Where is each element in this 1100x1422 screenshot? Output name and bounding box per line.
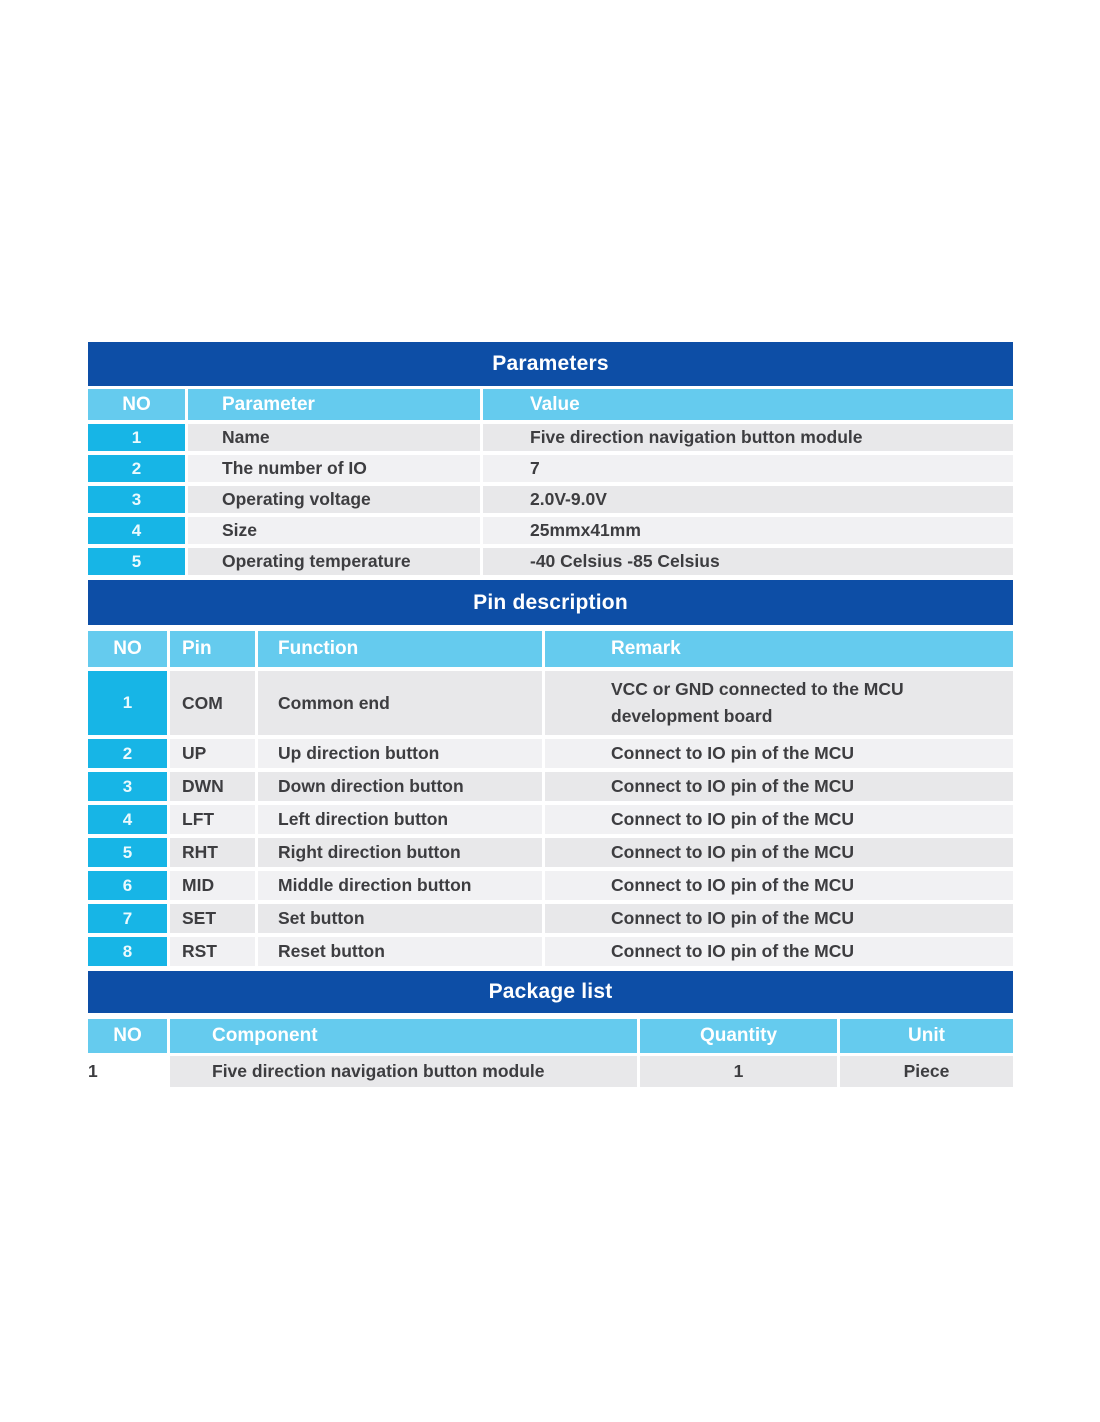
row-number: 2 <box>88 739 167 768</box>
parameter-name: The number of IO <box>188 455 480 482</box>
parameter-value: 25mmx41mm <box>483 517 1013 544</box>
table-row <box>88 486 1013 513</box>
table-row <box>88 671 1013 735</box>
parameters-header-value: Value <box>483 389 1013 420</box>
row-number: 1 <box>88 671 167 735</box>
pin-remark: Connect to IO pin of the MCU <box>545 739 1013 768</box>
pin-remark: Connect to IO pin of the MCU <box>545 871 1013 900</box>
pin-function: Common end <box>258 671 542 735</box>
row-number: 8 <box>88 937 167 966</box>
pin-label: DWN <box>170 772 255 801</box>
row-number: 7 <box>88 904 167 933</box>
pin-remark: Connect to IO pin of the MCU <box>545 772 1013 801</box>
row-number: 1 <box>88 1061 98 1081</box>
table-row <box>88 937 1013 966</box>
table-row <box>88 838 1013 867</box>
table-row <box>88 1056 1013 1087</box>
package-list-section-title: Package list <box>88 971 1013 1013</box>
table-row <box>88 455 1013 482</box>
parameter-name: Size <box>188 517 480 544</box>
pin-header-remark: Remark <box>545 631 1013 667</box>
pin-function: Down direction button <box>258 772 542 801</box>
pin-header-no: NO <box>88 631 167 667</box>
table-row <box>88 871 1013 900</box>
table-row <box>88 424 1013 451</box>
pin-label: RST <box>170 937 255 966</box>
table-row <box>88 739 1013 768</box>
parameter-value: Five direction navigation button module <box>483 424 1013 451</box>
product-spec-tables <box>88 342 1013 1087</box>
package-header-component: Component <box>170 1019 637 1053</box>
pin-function: Middle direction button <box>258 871 542 900</box>
package-header-no: NO <box>88 1019 167 1053</box>
row-number: 5 <box>88 548 185 575</box>
package-unit: Piece <box>840 1056 1013 1087</box>
package-quantity: 1 <box>640 1056 837 1087</box>
pin-label: RHT <box>170 838 255 867</box>
pin-remark: VCC or GND connected to the MCU development board <box>545 671 1013 735</box>
parameters-header-no: NO <box>88 389 185 420</box>
table-row <box>88 772 1013 801</box>
pin-remark: Connect to IO pin of the MCU <box>545 838 1013 867</box>
pin-function: Up direction button <box>258 739 542 768</box>
row-number: 1 <box>88 424 185 451</box>
pin-header-row <box>88 628 1013 667</box>
package-header-quantity: Quantity <box>640 1019 837 1053</box>
pin-remark: Connect to IO pin of the MCU <box>545 904 1013 933</box>
package-header-row <box>88 1016 1013 1053</box>
parameter-name: Operating temperature <box>188 548 480 575</box>
pin-remark: Connect to IO pin of the MCU <box>545 805 1013 834</box>
row-number: 3 <box>88 486 185 513</box>
pin-label: UP <box>170 739 255 768</box>
pin-label: LFT <box>170 805 255 834</box>
pin-remark: Connect to IO pin of the MCU <box>545 937 1013 966</box>
package-component: Five direction navigation button module <box>170 1056 637 1087</box>
pin-function: Set button <box>258 904 542 933</box>
row-number: 2 <box>88 455 185 482</box>
pin-header-function: Function <box>258 631 542 667</box>
row-number: 3 <box>88 772 167 801</box>
row-number: 4 <box>88 517 185 544</box>
pin-label: COM <box>170 671 255 735</box>
parameter-value: 2.0V-9.0V <box>483 486 1013 513</box>
parameters-header-parameter: Parameter <box>188 389 480 420</box>
pin-function: Right direction button <box>258 838 542 867</box>
parameter-name: Operating voltage <box>188 486 480 513</box>
table-row <box>88 904 1013 933</box>
parameters-section-title: Parameters <box>88 342 1013 386</box>
table-row <box>88 548 1013 575</box>
pin-label: SET <box>170 904 255 933</box>
table-row <box>88 517 1013 544</box>
pin-function: Left direction button <box>258 805 542 834</box>
parameter-name: Name <box>188 424 480 451</box>
parameter-value: 7 <box>483 455 1013 482</box>
package-header-unit: Unit <box>840 1019 1013 1053</box>
pin-header-pin: Pin <box>170 631 255 667</box>
pin-function: Reset button <box>258 937 542 966</box>
row-number: 6 <box>88 871 167 900</box>
pin-label: MID <box>170 871 255 900</box>
row-number: 5 <box>88 838 167 867</box>
pin-description-section-title: Pin description <box>88 580 1013 625</box>
parameters-header-row <box>88 389 1013 420</box>
parameter-value: -40 Celsius -85 Celsius <box>483 548 1013 575</box>
row-number: 4 <box>88 805 167 834</box>
table-row <box>88 805 1013 834</box>
